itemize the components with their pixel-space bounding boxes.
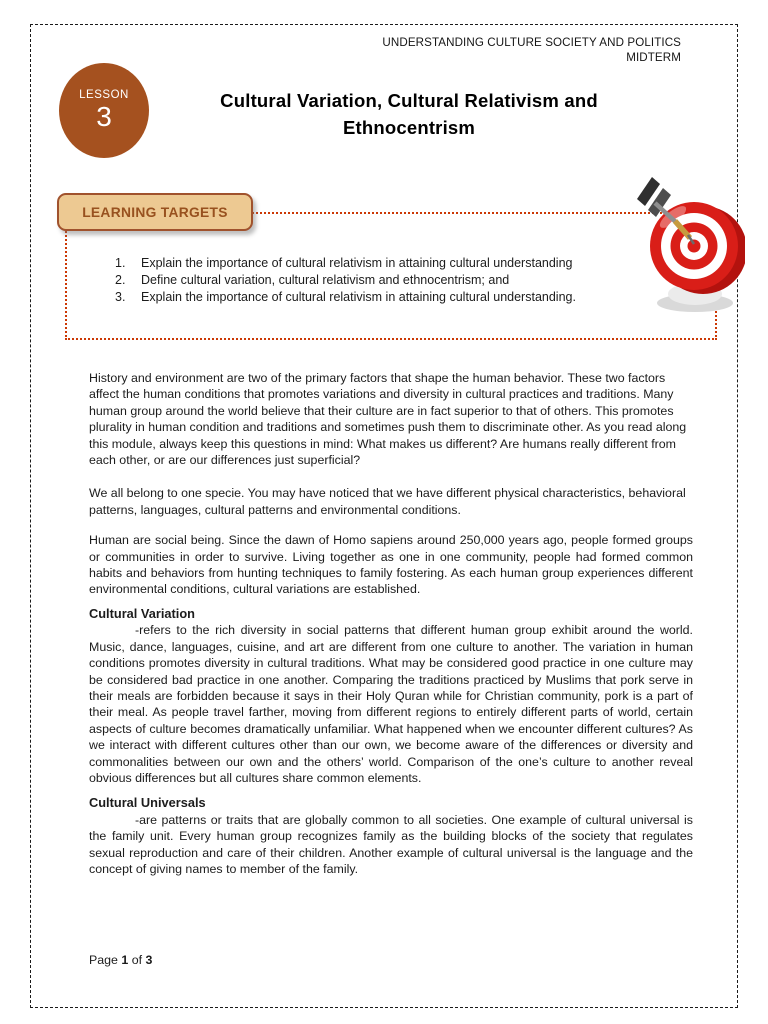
section-heading-cultural-universals: Cultural Universals: [89, 795, 206, 811]
section-heading-cultural-variation: Cultural Variation: [89, 605, 195, 621]
lesson-badge-number: 3: [96, 101, 112, 132]
footer-of-label: of: [128, 953, 146, 967]
page-title-line2: Ethnocentrism: [342, 117, 476, 138]
lesson-badge: [59, 63, 149, 158]
page-footer: [89, 953, 152, 967]
header-course-title: UNDERSTANDING CULTURE SOCIETY AND POLITICS: [382, 36, 681, 49]
list-item-text: Explain the importance of cultural relativism in attaining cultural understanding: [141, 256, 573, 270]
cultural-variation-paragraph: -refers to the rich diversity in social patterns that different human group exhibit around the world. Music, dance, languages, cuisine, and art are different from one culture to another. The variation in human conditions promotes diversity in cultural traditions. What may be considered good practice in one culture may be considered bad practice in one another. Comparing the traditions practiced by Muslims that pork serve in their meals are forbidden because it says in their Holy Quran while for Christian community, pork is a part of their meal. As people travel farther, moving from different regions to entirely different parts of world, certain aspects of culture becomes dramatically unfamiliar. What happened when we encounter different cultures? As we interact with different cultures other than our own, we become aware of the differences or diversity and commonalities between our own and the others’ world. Comparison of the one’s culture to another reveal obvious differences but all cultures share common elements.: [89, 623, 693, 785]
list-item-number: 1.: [115, 256, 126, 270]
list-item-text: Define cultural variation, cultural relativism and ethnocentrism; and: [141, 273, 510, 287]
list-item-number: 2.: [115, 273, 126, 287]
list-item: [115, 255, 695, 272]
document-page: [30, 24, 738, 1008]
intro-paragraph: History and environment are two of the primary factors that shape the human behavior. These two factors affect the human conditions that promotes variations and diversity in cultural practices and traditions. Many human group around the world believe that their culture are in fact superior to that of others. This promotes plurality in human condition and traditions and sometimes push them to discriminate other. As you read along this module, always keep this questions in mind: What makes us different? Are humans really different from each other, or are our differences just superficial?: [89, 371, 687, 468]
body-text: [89, 370, 693, 886]
list-item: [115, 272, 695, 289]
list-item-number: 3.: [115, 290, 126, 304]
list-item-text: Explain the importance of cultural relativism in attaining cultural understanding.: [141, 290, 576, 304]
lesson-badge-label: LESSON: [79, 89, 129, 101]
document-header: [382, 36, 681, 65]
footer-page-label: Page: [89, 953, 122, 967]
learning-targets-list: [115, 255, 695, 306]
header-term: MIDTERM: [626, 50, 681, 64]
cultural-universals-paragraph: -are patterns or traits that are globally common to all societies. One example of cultural universal is the family unit. Every human group recognizes family as the building blocks of the society that regulates sexual reproduction and care of their children. Another example of cultural universal is the language and the concept of giving names to member of the family.: [89, 812, 693, 876]
learning-targets-label: LEARNING TARGETS: [57, 193, 253, 231]
list-item: [115, 289, 695, 306]
species-paragraph: We all belong to one specie. You may have noticed that we have different physical characteristics, behavioral patterns, languages, cultural patterns and environmental conditions.: [89, 486, 686, 517]
social-being-paragraph: Human are social being. Since the dawn of Homo sapiens around 250,000 years ago, people formed groups or communities in order to survive. Living together as one in one community, people had formed common habits and behaviors from hunting techniques to family fostering. As each human group experiences different environmental conditions, cultural variations are established.: [89, 533, 693, 597]
page-title: [159, 87, 659, 141]
footer-page-number: 1: [121, 953, 129, 967]
dartboard-icon: [633, 165, 745, 321]
page-title-line1: Cultural Variation, Cultural Relativism and: [220, 90, 598, 111]
footer-total-pages: 3: [145, 953, 153, 967]
